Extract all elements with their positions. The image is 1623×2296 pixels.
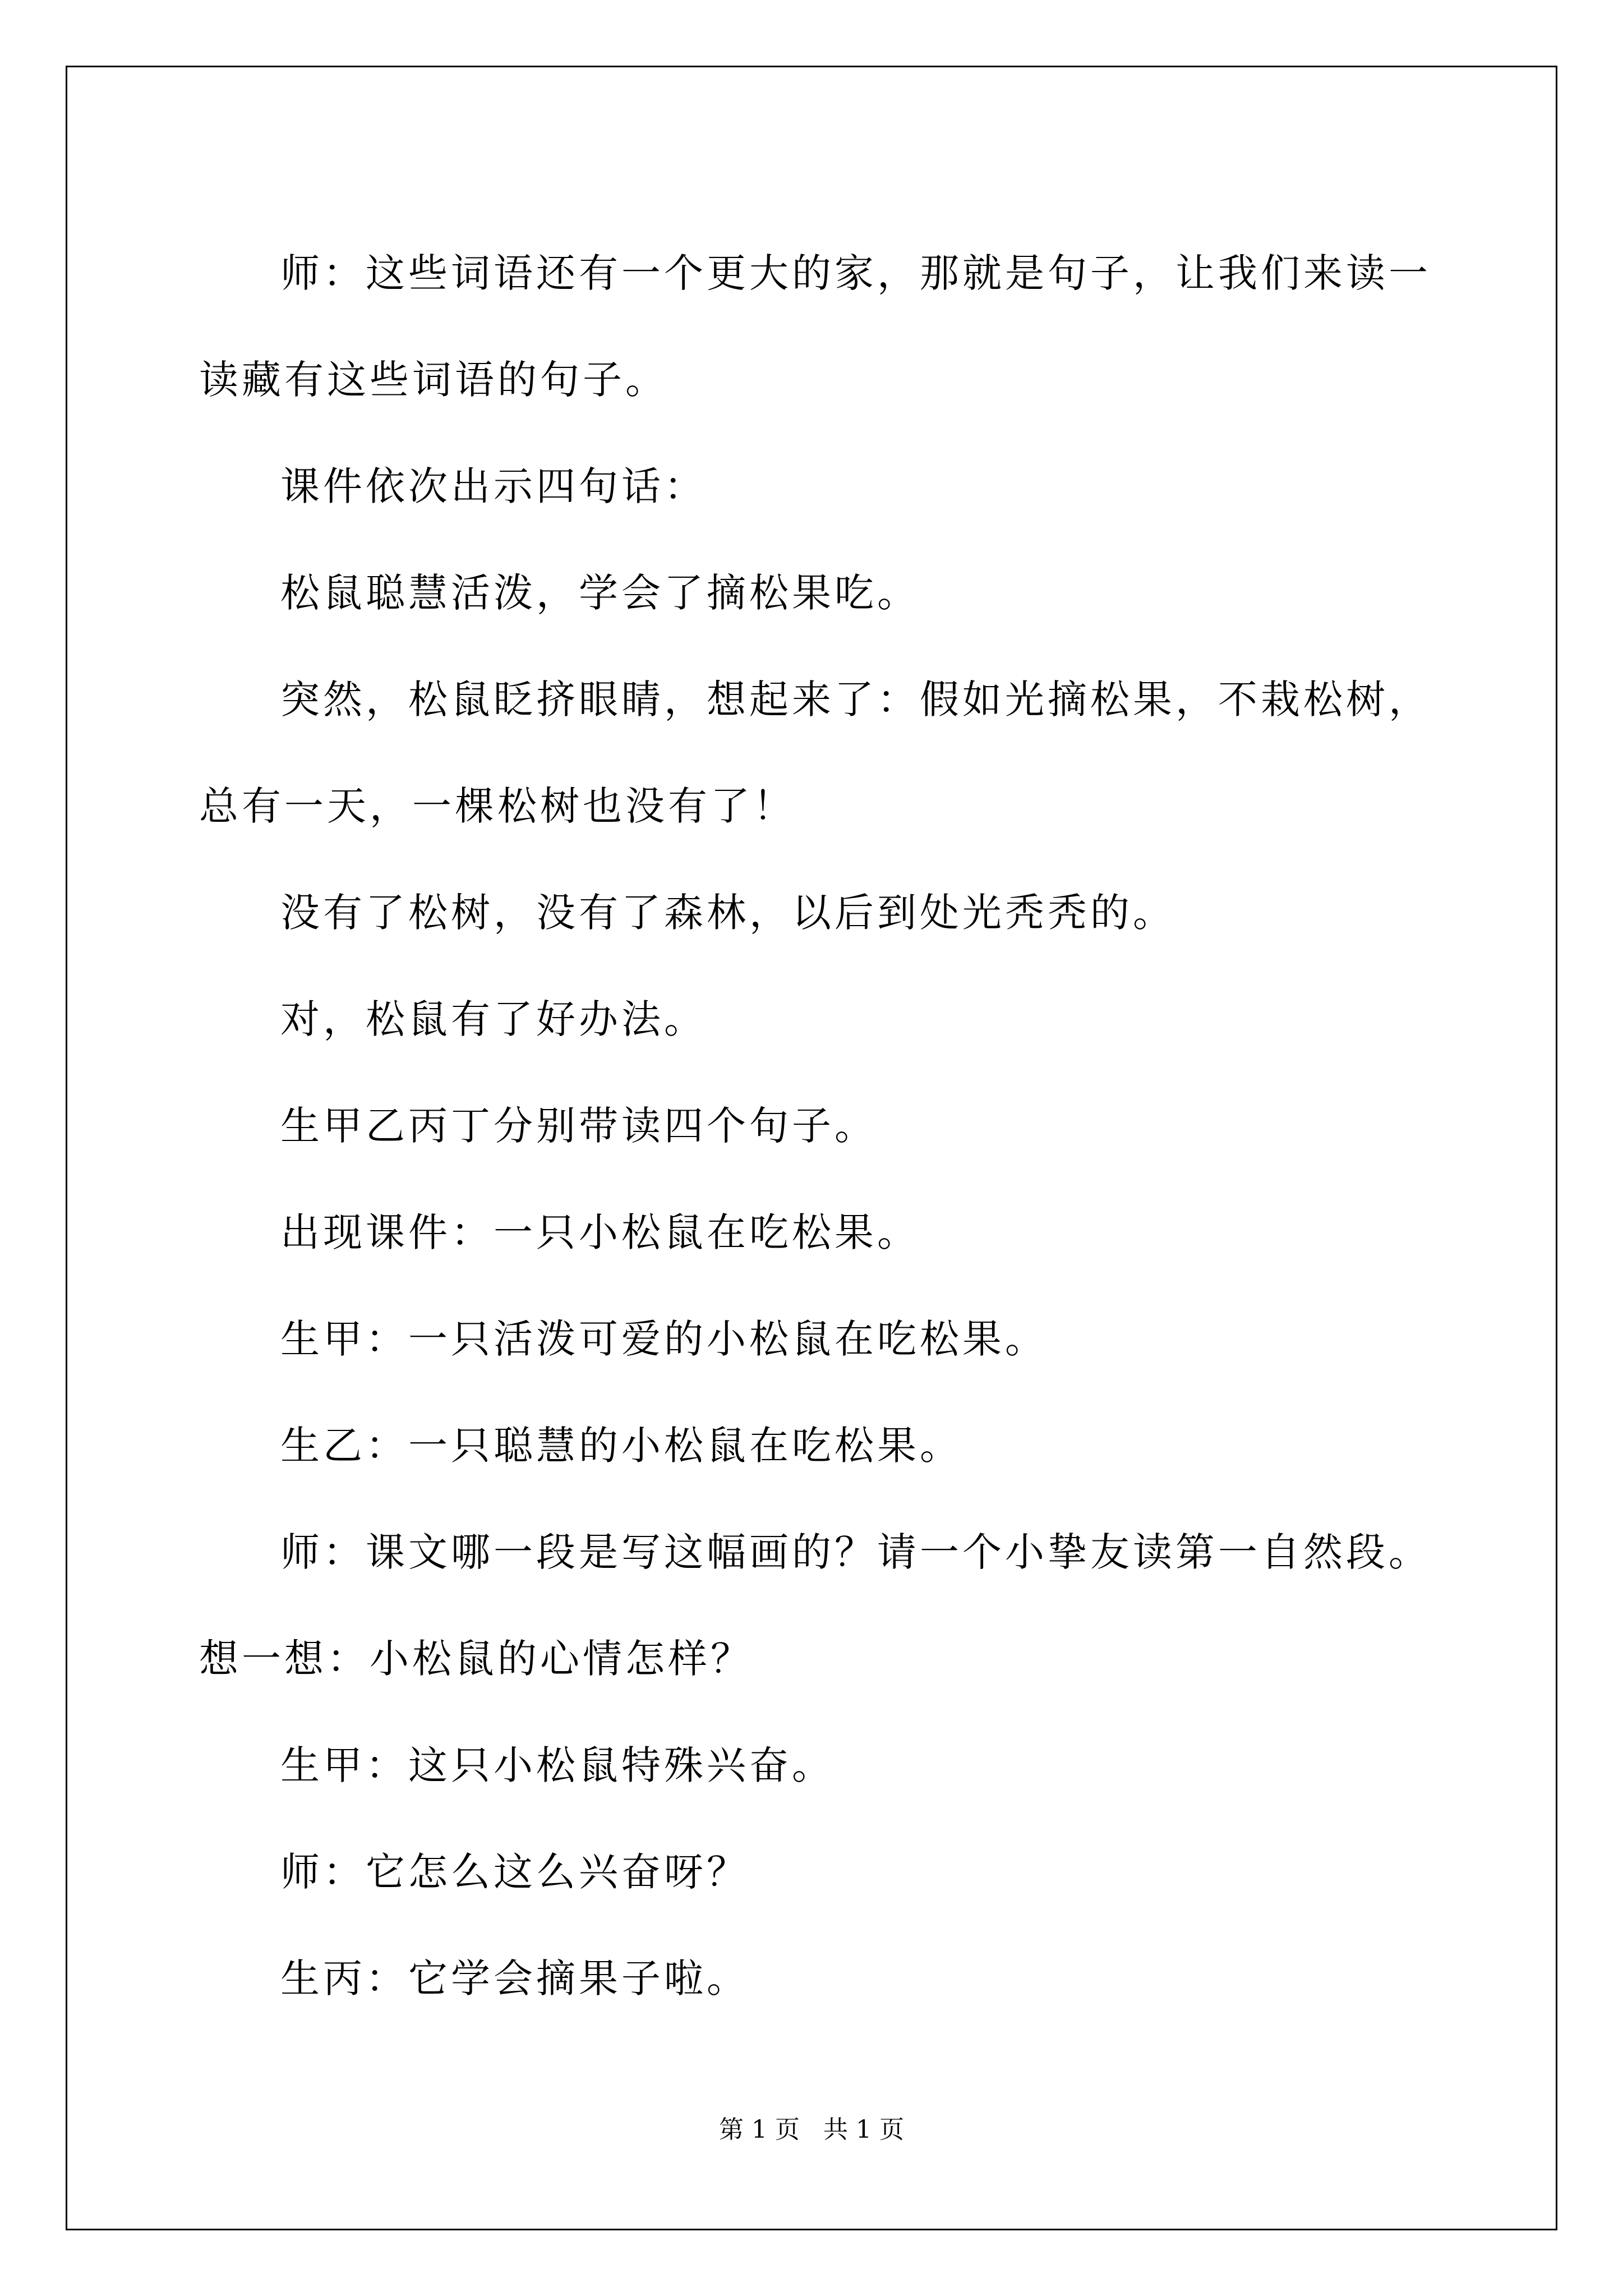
- paragraph: 对，松鼠有了好办法。: [280, 996, 707, 1042]
- paragraph: 生甲：一只活泼可爱的小松鼠在吃松果。: [280, 1316, 1048, 1362]
- paragraph: 课件依次出示四句话：: [280, 463, 707, 509]
- paragraph: 松鼠聪慧活泼，学会了摘松果吃。: [280, 570, 920, 616]
- paragraph: 生乙：一只聪慧的小松鼠在吃松果。: [280, 1423, 962, 1469]
- paragraph: 出现课件：一只小松鼠在吃松果。: [280, 1209, 920, 1255]
- paragraph: 师：它怎么这么兴奋呀？: [280, 1849, 749, 1895]
- paragraph: 师：课文哪一段是写这幅画的？请一个小挚友读第一自然段。想一想：小松鼠的心情怎样？: [199, 1529, 1431, 1682]
- document-body: [199, 220, 1433, 2032]
- paragraph: 没有了松树，没有了森林，以后到处光秃秃的。: [280, 890, 1175, 936]
- paragraph: 生甲：这只小松鼠特殊兴奋。: [280, 1742, 834, 1788]
- paragraph: 师：这些词语还有一个更大的家，那就是句子，让我们来读一读藏有这些词语的句子。: [199, 250, 1431, 403]
- page-footer: 第 1 页 共 1 页: [719, 2115, 904, 2144]
- paragraph: 生丙：它学会摘果子啦。: [280, 1955, 749, 2001]
- paragraph: 生甲乙丙丁分别带读四个句子。: [280, 1103, 877, 1149]
- paragraph: 突然，松鼠眨挤眼睛，想起来了：假如光摘松果，不栽松树，总有一天，一棵松树也没有了！: [199, 677, 1431, 829]
